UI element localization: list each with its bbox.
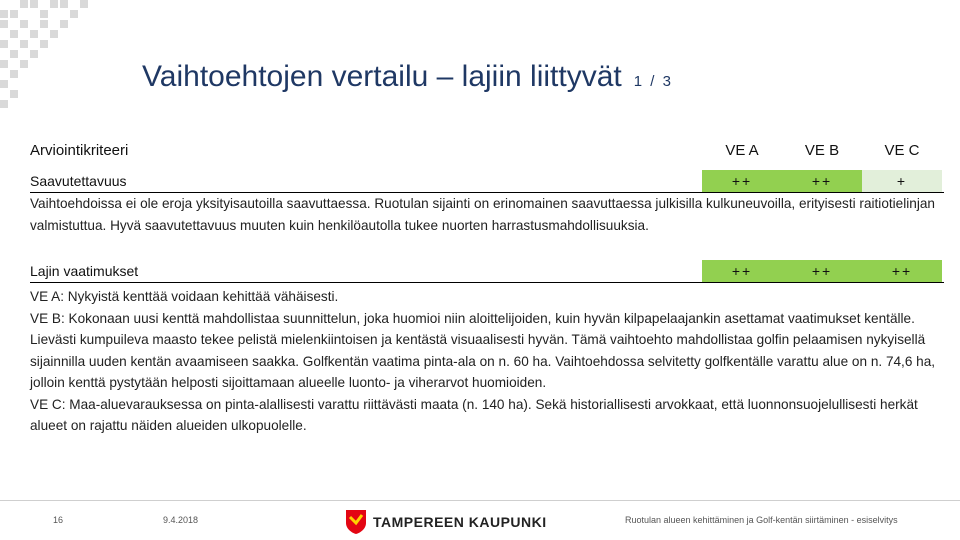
score-ve-c: ++	[862, 260, 942, 282]
row-label: Lajin vaatimukset	[30, 263, 139, 279]
decorative-pattern	[0, 0, 130, 130]
score-ve-b: ++	[782, 170, 862, 192]
city-logo	[345, 508, 547, 536]
title-text: Vaihtoehtojen vertailu – lajiin liittyvät	[142, 60, 622, 93]
column-ve-b: VE B	[804, 142, 840, 159]
column-ve-c: VE C	[884, 142, 920, 159]
criteria-header: Arviointikriteeri	[30, 142, 129, 159]
ve-b-text: VE B: Kokonaan uusi kenttä mahdollistaa suunnittelun, joka huomioi niin aloittelijoiden, kuin hyvän kilpapelaajankin asettamat vaatimukset kentälle. Lievästi kumpuileva maasto tekee pelistä mielenkiintoisen ja kentästä visuaalisesti hyvän. Tämä vaihtoehto mahdollistaa golfin pelaamisen nykyisellä sijainnilla uuden kentän avaamiseen saakka. Golfkentän vaatima pinta-ala on n. 60 ha. Vaihtoehdossa selvitetty golfkentälle varattu alue on n. 74,6 ha, jolloin kenttä pystytään helposti sijoittamaan alueelle luonto- ja viherarvot huomioiden.	[30, 310, 936, 390]
page-number: 16	[53, 515, 64, 525]
table-row-lajin-vaatimukset	[30, 260, 944, 283]
ve-a-text: VE A: Nykyistä kenttää voidaan kehittää vähäisesti.	[30, 289, 339, 304]
saavutettavuus-description: Vaihtoehdoissa ei ole eroja yksityisautoilla saavuttaessa. Ruotulan sijainti on erinomainen saavuttaessa julkisilla kulkuneuvoilla, erityisesti raitiotielinjan valmistuttua. Hyvä saavutettavuus muuten kuin henkilöautolla tukee nuorten harrastusmahdollisuuksia.	[30, 196, 935, 233]
lajin-vaatimukset-description	[30, 286, 940, 437]
page-title	[142, 60, 673, 94]
column-ve-a: VE A	[725, 142, 759, 159]
ve-c-text: VE C: Maa-aluevarauksessa on pinta-alallisesti varattu riittävästi maata (n. 140 ha). Sekä historiallisesti arvokkaat, että luonnonsuojelullisesti herkät alueet on rajattu näiden alueiden ulkopuolelle.	[30, 396, 918, 433]
table-row-saavutettavuus	[30, 170, 944, 193]
score-ve-a: ++	[702, 170, 782, 192]
score-ve-a: ++	[702, 260, 782, 282]
score-ve-c: +	[862, 170, 942, 192]
coat-of-arms-icon	[345, 509, 367, 535]
page-indicator: 1 / 3	[633, 73, 673, 90]
row-label: Saavutettavuus	[30, 173, 127, 189]
table-header	[30, 138, 944, 162]
score-ve-b: ++	[782, 260, 862, 282]
footer-divider	[0, 500, 960, 501]
footer-doc-title: Ruotulan alueen kehittäminen ja Golf-kentän siirtäminen - esiselvitys	[625, 515, 898, 525]
footer-date: 9.4.2018	[163, 515, 199, 525]
logo-text: TAMPEREEN KAUPUNKI	[373, 514, 547, 530]
